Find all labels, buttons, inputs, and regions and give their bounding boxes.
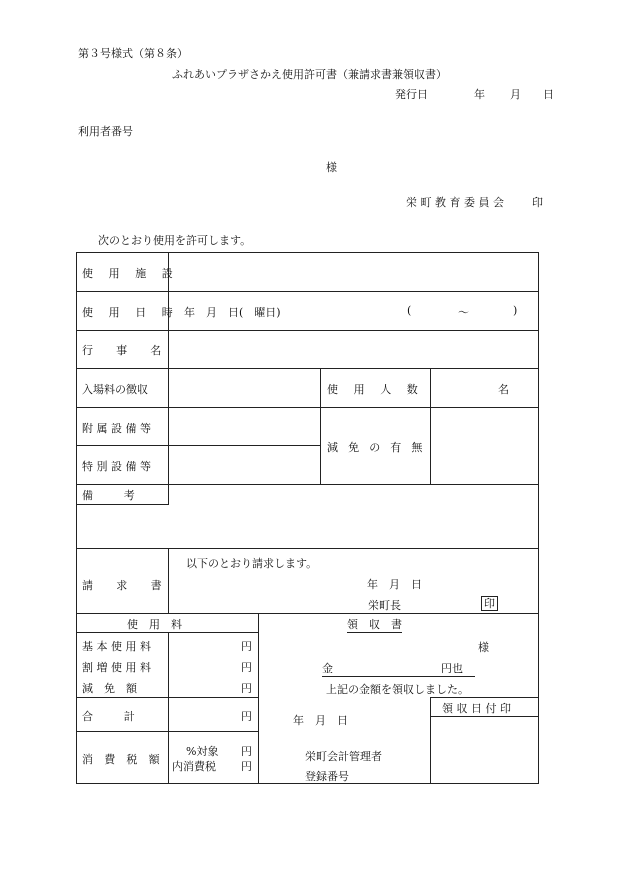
- time-separator: ～: [458, 306, 469, 319]
- basic-fee-unit: 円: [241, 640, 252, 653]
- user-number-label: 利用者番号: [78, 125, 133, 138]
- fees-header: 使 用 料: [127, 618, 182, 631]
- issue-day: 日: [543, 88, 554, 101]
- basic-fee-label: 基 本 使 用 料: [82, 640, 151, 653]
- people-unit: 名: [498, 383, 509, 396]
- permit-statement: 次のとおり使用を許可します。: [98, 234, 252, 247]
- invoice-text: 以下のとおり請求します。: [186, 557, 318, 570]
- admission-label: 入場料の徴収: [82, 383, 148, 396]
- facility-label: 使 用 施 設: [82, 267, 179, 280]
- form-number: 第３号様式（第８条）: [78, 47, 188, 60]
- special-equipment-label: 特 別 設 備 等: [82, 460, 151, 473]
- mayor-label: 栄町長: [368, 599, 401, 612]
- total-unit: 円: [241, 710, 252, 723]
- time-open-paren: (: [407, 304, 412, 317]
- invoice-date: 年 月 日: [367, 578, 422, 591]
- consumption-tax-label: 消 費 税 額: [82, 753, 164, 766]
- issue-month: 月: [510, 88, 521, 101]
- tax-target-unit: 円: [241, 745, 252, 758]
- total-label: 合 計: [82, 710, 145, 723]
- event-name-label: 行 事 名: [82, 344, 168, 357]
- issue-year: 年: [474, 88, 485, 101]
- mayor-seal: 印: [481, 596, 498, 611]
- receipt-date: 年 月 日: [293, 714, 348, 727]
- exemption-amount-unit: 円: [241, 682, 252, 695]
- datetime-label: 使 用 日 時: [82, 306, 179, 319]
- issue-date-label: 発行日: [395, 88, 428, 101]
- attached-equipment-label: 附 属 設 備 等: [82, 422, 151, 435]
- user-sama: 様: [326, 161, 337, 174]
- treasurer-label: 栄町会計管理者: [305, 750, 382, 763]
- issuer-seal: 印: [532, 196, 543, 209]
- receipt-stamp-label: 領 収 日 付 印: [442, 702, 511, 715]
- issuer-name: 栄 町 教 育 委 員 会: [406, 196, 504, 209]
- received-text: 上記の金額を領収しました。: [326, 683, 469, 696]
- tax-included-label: 内消費税: [172, 760, 216, 773]
- time-close-paren: ): [513, 304, 518, 317]
- remarks-label: 備 考: [82, 489, 145, 502]
- money-unit: 円也: [441, 662, 463, 675]
- receipt-amount-line: [322, 660, 475, 677]
- exemption-amount-label: 減 免 額: [82, 682, 137, 695]
- surcharge-fee-unit: 円: [241, 661, 252, 674]
- receipt-title: 領 収 書: [347, 618, 402, 631]
- tax-target-label: %対象: [186, 745, 219, 758]
- people-count-label: 使 用 人 数: [327, 383, 424, 396]
- tax-included-unit: 円: [241, 760, 252, 773]
- exemption-label: 減 免 の 有 無: [327, 441, 426, 454]
- money-label: 金: [322, 662, 333, 675]
- receipt-sama: 様: [478, 641, 489, 654]
- surcharge-fee-label: 割 増 使 用 料: [82, 661, 151, 674]
- registration-number-label: 登録番号: [305, 770, 349, 783]
- datetime-value: 年 月 日( 曜日): [184, 306, 281, 319]
- document-title: ふれあいプラザさかえ使用許可書（兼請求書兼領収書）: [172, 68, 447, 81]
- invoice-label: 請 求 書: [82, 579, 172, 592]
